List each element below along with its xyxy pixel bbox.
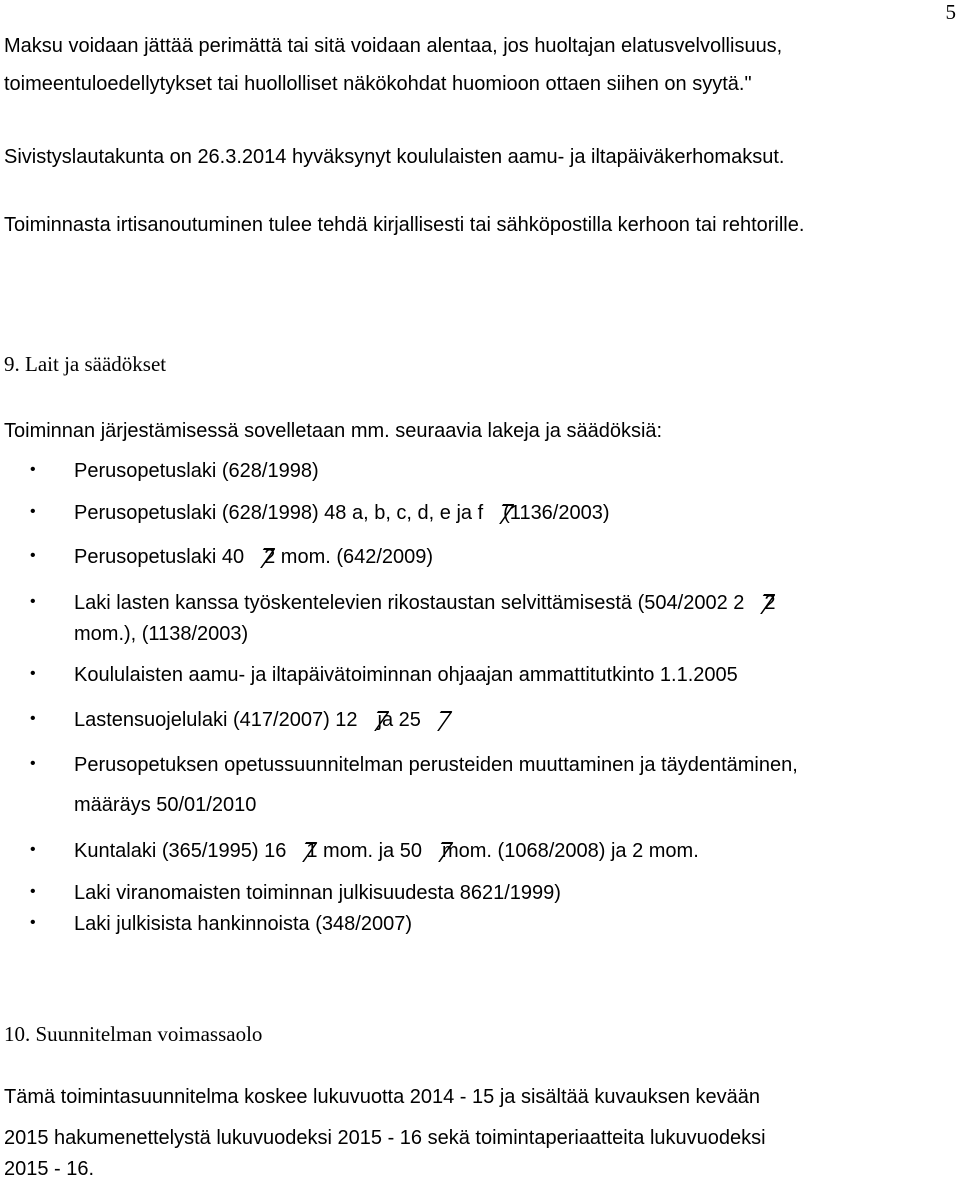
bullet-icon: • [30, 755, 36, 772]
section-sign-icon [290, 842, 302, 860]
section-sign-icon [362, 711, 374, 729]
bullet-icon: • [30, 593, 36, 610]
section-sign-icon [426, 842, 438, 860]
page-number: 5 [945, 0, 956, 24]
list-item-continuation: määräys 50/01/2010 [74, 794, 257, 816]
list-item: Perusopetuksen opetussuunnitelman perusteiden muuttaminen ja täydentäminen, [74, 754, 798, 776]
section-10-line-1: Tämä toimintasuunnitelma koskee lukuvuotta 2014 - 15 ja sisältää kuvauksen kevään [4, 1086, 760, 1108]
section-sign-icon [748, 594, 760, 612]
section-9-intro: Toiminnan järjestämisessä sovelletaan mm. seuraavia lakeja ja säädöksiä: [4, 420, 663, 442]
list-item: Koululaisten aamu- ja iltapäivätoiminnan ohjaajan ammattitutkinto 1.1.2005 [74, 664, 738, 686]
list-item: Kuntalaki (365/1995) 16 1 mom. ja 50 mom. (1068/2008) ja 2 mom. [74, 840, 699, 862]
bullet-icon: • [30, 665, 36, 682]
bullet-icon: • [30, 914, 36, 931]
list-item: Laki lasten kanssa työskentelevien rikostaustan selvittämisestä (504/2002 2 2 [74, 592, 776, 614]
intro-line-1: Maksu voidaan jättää perimättä tai sitä voidaan alentaa, jos huoltajan elatusvelvollisuus, [4, 35, 783, 57]
bullet-icon: • [30, 883, 36, 900]
section-10-line-3: 2015 - 16. [4, 1158, 95, 1180]
list-item: Laki viranomaisten toiminnan julkisuudesta 8621/1999) [74, 882, 561, 904]
section-9-heading: 9. Lait ja säädökset [4, 352, 167, 376]
list-item: Perusopetuslaki (628/1998) [74, 460, 319, 482]
intro-line-3: Sivistyslautakunta on 26.3.2014 hyväksynyt koululaisten aamu- ja iltapäiväkerhomaksut. [4, 146, 785, 168]
intro-line-2: toimeentuloedellytykset tai huollolliset näkökohdat huomioon ottaen siihen on syytä." [4, 73, 752, 95]
list-item: Perusopetuslaki 40 2 mom. (642/2009) [74, 546, 434, 568]
bullet-icon: • [30, 710, 36, 727]
bullet-icon: • [30, 461, 36, 478]
section-sign-icon [248, 548, 260, 566]
section-10-line-2: 2015 hakumenettelystä lukuvuodeksi 2015 - 16 sekä toimintaperiaatteita lukuvuodeksi [4, 1127, 766, 1149]
list-item: Lastensuojelulaki (417/2007) 12 ja 25 [74, 706, 441, 734]
intro-line-4: Toiminnasta irtisanoutuminen tulee tehdä kirjallisesti tai sähköpostilla kerhoon tai rehtorille. [4, 214, 805, 236]
section-sign-icon [487, 504, 499, 522]
section-sign-icon [425, 711, 437, 729]
bullet-icon: • [30, 841, 36, 858]
list-item-continuation: mom.), (1138/2003) [74, 623, 249, 645]
list-item: Laki julkisista hankinnoista (348/2007) [74, 913, 412, 935]
bullet-icon: • [30, 503, 36, 520]
list-item: Perusopetuslaki (628/1998) 48 a, b, c, d, e ja f (1136/2003) [74, 502, 610, 524]
bullet-icon: • [30, 547, 36, 564]
section-10-heading: 10. Suunnitelman voimassaolo [4, 1022, 263, 1046]
